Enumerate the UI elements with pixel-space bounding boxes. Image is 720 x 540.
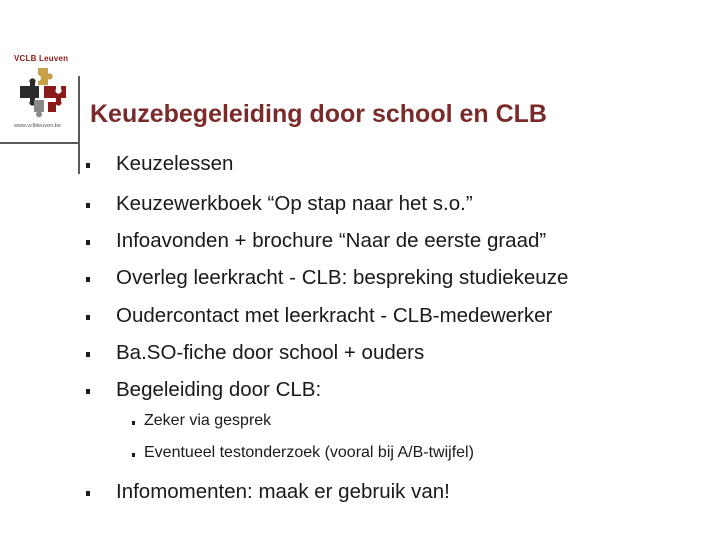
bullet-icon bbox=[86, 277, 90, 282]
puzzle-piece-red-small bbox=[48, 102, 56, 112]
bullet-icon bbox=[86, 389, 90, 394]
logo-brand-text: VCLB Leuven bbox=[14, 54, 69, 63]
bullet-icon bbox=[86, 491, 90, 496]
bullet-icon bbox=[86, 240, 90, 245]
puzzle-piece-grey bbox=[34, 100, 44, 117]
bullet-icon bbox=[132, 453, 135, 457]
bullet-icon bbox=[86, 315, 90, 320]
bullet-icon bbox=[86, 203, 90, 208]
list-item-text: Eventueel testonderzoek (vooral bij A/B-twijfel) bbox=[144, 444, 474, 461]
puzzle-piece-gold bbox=[38, 68, 53, 85]
logo-url-text: www.vclbleuven.be bbox=[14, 123, 61, 129]
puzzle-logo-icon bbox=[16, 66, 72, 122]
bullet-icon bbox=[86, 352, 90, 357]
list-item-text: Ba.SO-fiche door school + ouders bbox=[116, 341, 425, 364]
list-item-text: Infomomenten: maak er gebruik van! bbox=[116, 480, 450, 503]
title-divider-vertical bbox=[78, 76, 80, 174]
title-divider-horizontal bbox=[0, 142, 80, 144]
list-item-text: Zeker via gesprek bbox=[144, 412, 272, 429]
list-item-text: Overleg leerkracht - CLB: bespreking studiekeuze bbox=[116, 266, 569, 289]
list-item-text: Keuzewerkboek “Op stap naar het s.o.” bbox=[116, 192, 473, 215]
list-item-text: Keuzelessen bbox=[116, 152, 234, 175]
bullet-icon bbox=[132, 421, 135, 425]
list-item-text: Oudercontact met leerkracht - CLB-medewerker bbox=[116, 304, 553, 327]
vclb-logo bbox=[14, 54, 78, 134]
slide-title: Keuzebegeleiding door school en CLB bbox=[90, 100, 547, 128]
bullet-icon bbox=[86, 163, 90, 168]
list-item-text: Begeleiding door CLB: bbox=[116, 378, 322, 401]
list-item-text: Infoavonden + brochure “Naar de eerste graad” bbox=[116, 229, 547, 252]
